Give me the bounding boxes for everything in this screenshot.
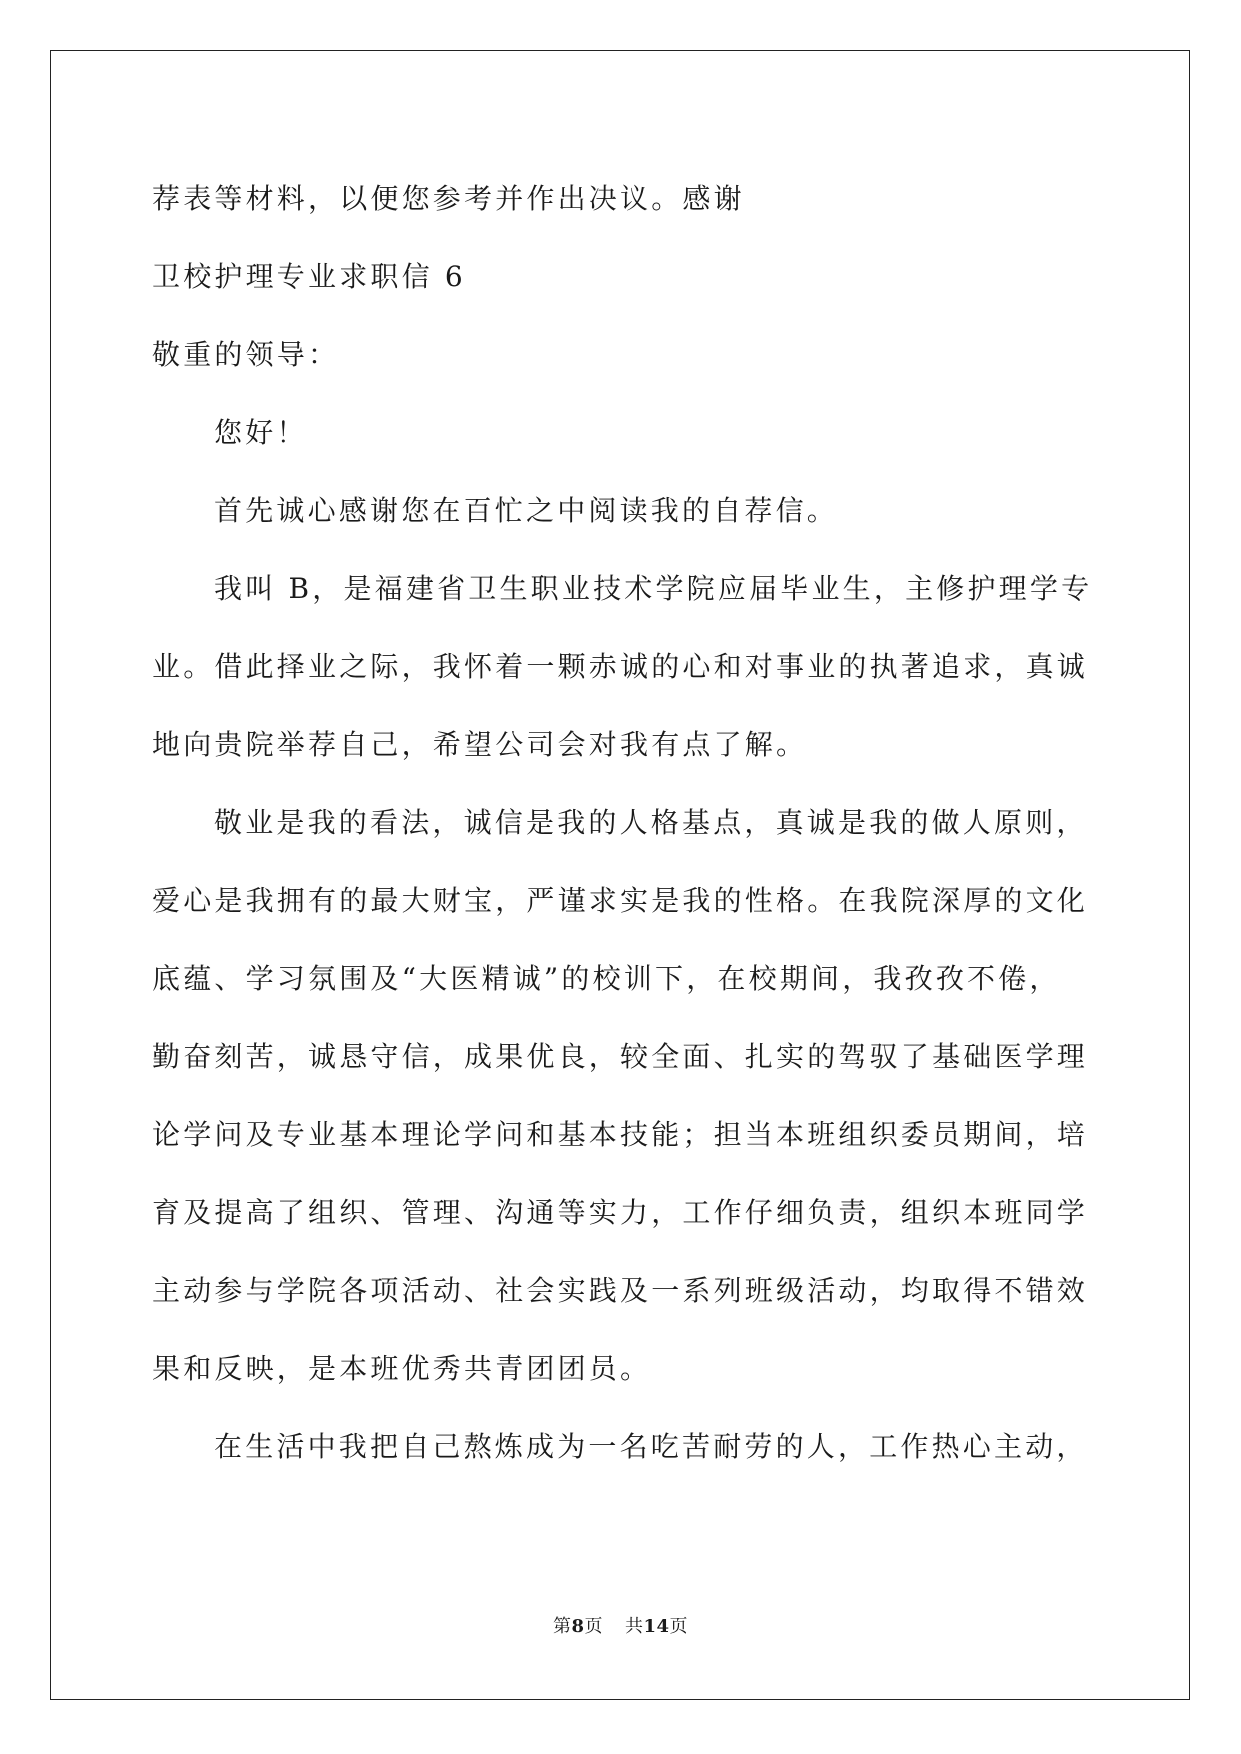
total-suffix: 页 — [669, 1616, 689, 1637]
greeting: 您好！ — [214, 416, 308, 449]
page-current: 8 — [571, 1616, 585, 1637]
total-prefix: 共 — [624, 1616, 644, 1637]
letter-title: 卫校护理专业求职信 6 — [152, 260, 466, 293]
text-line: 主动参与学院各项活动、社会实践及一系列班级活动，均取得不错效 — [152, 1274, 1089, 1307]
text-line: 勤奋刻苦，诚恳守信，成果优良，较全面、扎实的驾驭了基础医学理 — [152, 1040, 1089, 1073]
text-line: 敬业是我的看法，诚信是我的人格基点，真诚是我的做人原则， — [214, 806, 1088, 839]
text-line: 果和反映，是本班优秀共青团团员。 — [152, 1352, 652, 1385]
text-line: 业。借此择业之际，我怀着一颗赤诚的心和对事业的执著追求，真诚 — [152, 650, 1089, 683]
text-line: 荐表等材料，以便您参考并作出决议。感谢 — [152, 182, 745, 215]
text-line: 底蕴、学习氛围及“大医精诚”的校训下，在校期间，我孜孜不倦， — [152, 962, 1061, 995]
salutation: 敬重的领导： — [152, 338, 340, 371]
text-line: 在生活中我把自己熬炼成为一名吃苦耐劳的人，工作热心主动， — [214, 1430, 1088, 1463]
text-line: 论学问及专业基本理论学问和基本技能；担当本班组织委员期间，培 — [152, 1118, 1089, 1151]
page-suffix: 页 — [584, 1616, 603, 1637]
page-footer — [0, 1615, 1241, 1639]
text-line: 我叫 B，是福建省卫生职业技术学院应届毕业生，主修护理学专 — [214, 572, 1093, 605]
text-line: 地向贵院举荐自己，希望公司会对我有点了解。 — [152, 728, 808, 761]
letter-body — [152, 160, 1092, 1486]
text-line: 爱心是我拥有的最大财宝，严谨求实是我的性格。在我院深厚的文化 — [152, 884, 1089, 917]
page-prefix: 第 — [552, 1616, 572, 1637]
text-line: 首先诚心感谢您在百忙之中阅读我的自荐信。 — [214, 494, 839, 527]
text-line: 育及提高了组织、管理、沟通等实力，工作仔细负责，组织本班同学 — [152, 1196, 1089, 1229]
page-total: 14 — [643, 1616, 670, 1637]
